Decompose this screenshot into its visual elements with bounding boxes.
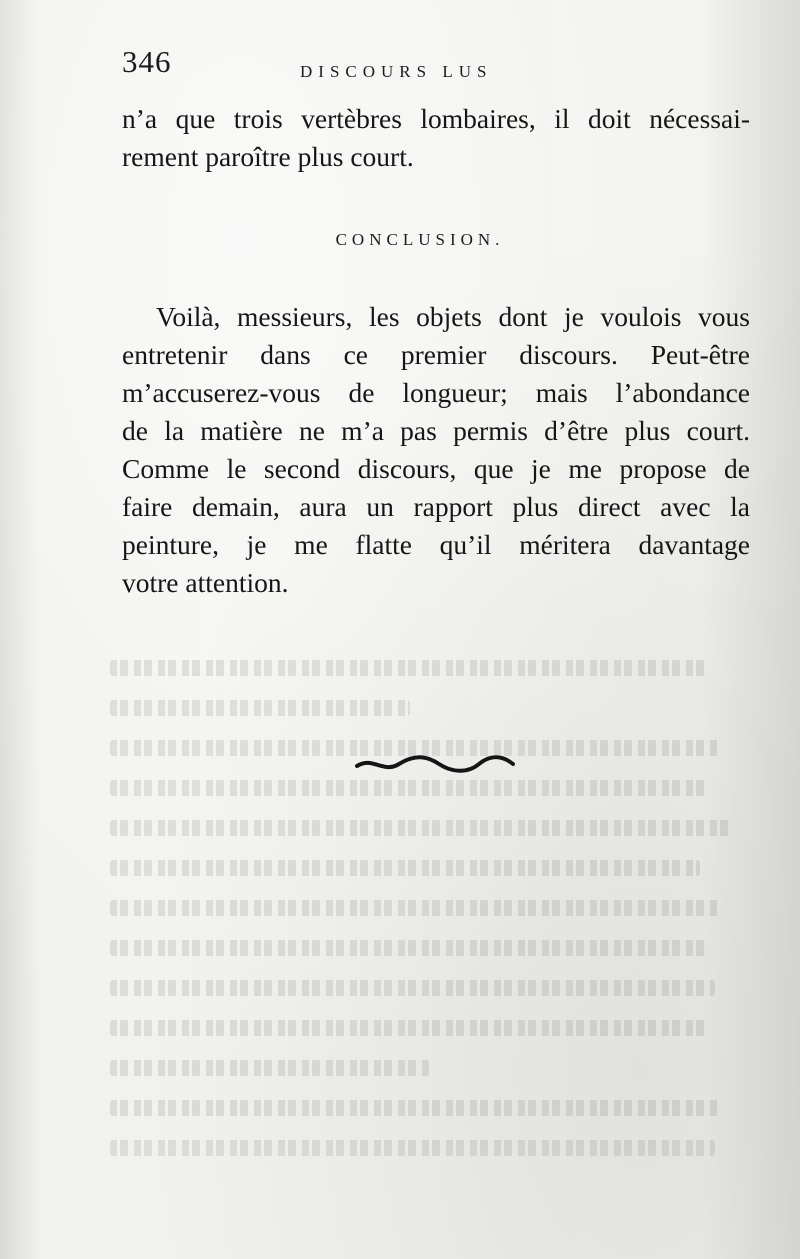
text-line: entretenir dans ce premier discours. Peut-être [122, 339, 750, 370]
running-title: DISCOURS LUS [300, 62, 493, 81]
text-line: votre attention. [122, 567, 289, 598]
text-line: faire demain, aura un rapport plus direct avec la [122, 491, 750, 522]
text-line: Comme le second discours, que je me propose de [122, 453, 750, 484]
text-line: Voilà, messieurs, les objets dont je voulois vous [156, 301, 750, 332]
conclusion-paragraph [122, 298, 750, 602]
text-line: de la matière ne m’a pas permis d’être plus court. [122, 415, 750, 446]
page-number: 346 [122, 44, 172, 79]
show-through-text [110, 640, 750, 1200]
running-head [120, 44, 760, 94]
text-line: n’a que trois vertèbres lombaires, il doit nécessai- [122, 103, 750, 134]
text-line: peinture, je me flatte qu’il méritera davantage [122, 529, 750, 560]
section-heading: CONCLUSION. [335, 230, 505, 249]
text-line: rement paroître plus court. [122, 141, 414, 172]
text-line: m’accuserez-vous de longueur; mais l’abondance [122, 377, 750, 408]
ornament-divider [355, 752, 515, 776]
continuation-paragraph [122, 100, 750, 176]
